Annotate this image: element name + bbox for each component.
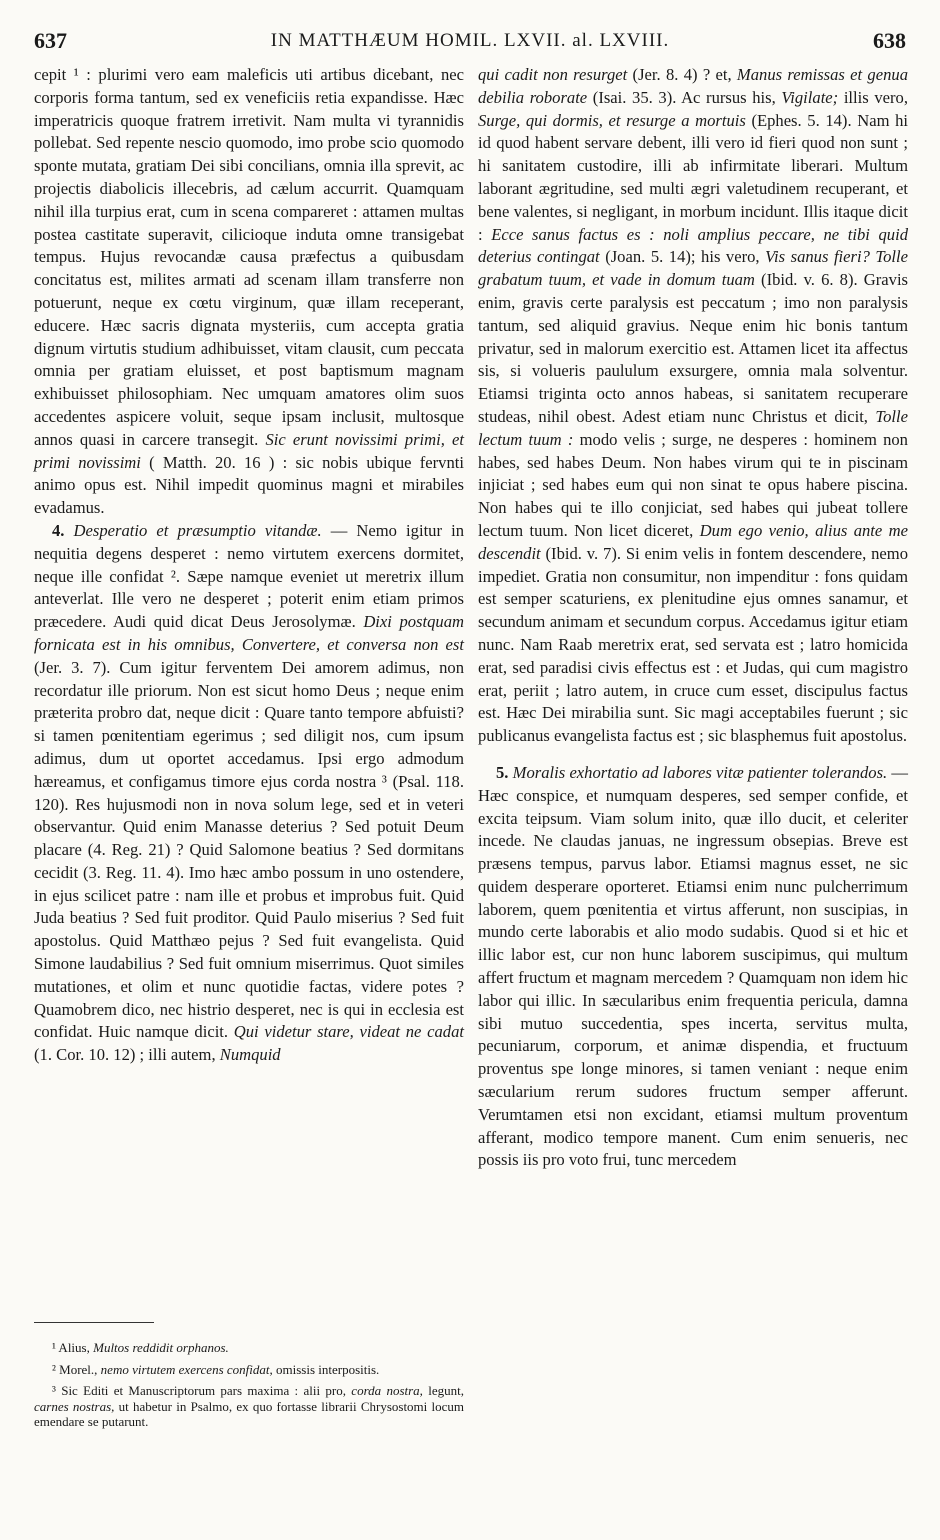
footnote-divider (34, 1322, 154, 1323)
section-4: 4. Desperatio et præsumptio vitandæ. — Nemo igitur in nequitia degens desperet : nemo virtutem exercens dormitet, neque ille confidat ². Sæpe namque eveniet ut meretrix illum anteverlat. Ille vero ne desperet ; poterit enim etiam primos præcedere. Audi quid dicat Deus Jerosolymæ. Dixi postquam fornicata est in his omnibus, Convertere, et conversa non est (Jer. 3. 7). Cum igitur ferventem Dei amorem adimus, non recordatur ille priorum. Non est sicut homo Deus ; neque enim præterita probro dat, neque dicit : Quare tanto tempore abfuisti? si tamen pœnitentiam egerimus ; sed diligit nos, cum ipsum adimus, dum ut oportet accedamus. Ipsi ergo admodum hæreamus, et configamus timore ejus corda nostra ³ (Psal. 118. 120). Res hujusmodi non in nova solum lege, sed et in veteri observantur. Quid enim Manasse deterius ? Sed potuit Deum placare (4. Reg. 21) ? Quid Salomone beatius ? Sed dormitans cecidit (3. Reg. 11. 4). Imo hæc ambo possum in uno ostendere, in ejus scilicet patre : nam ille et probus et improbus fuit. Quid Juda beatius ? Sed fuit proditor. Quid Paulo miserius ? Sed fuit apostolus. Quid Matthæo pejus ? Sed fuit evangelista. Quid Simone laudabilius ? Sed fuit omnium miserrimus. Quot similes mutationes, et olim et nunc quotidie factas, videre potes ? Quamobrem dico, nec histrio desperet, nec is qui in ecclesia est confidat. Huic namque dicit. Qui videtur stare, videat ne cadat (1. Cor. 10. 12) ; illi autem, Numquid (34, 520, 465, 1065)
left-column (34, 64, 464, 1067)
running-header (34, 28, 906, 58)
running-title: IN MATTHÆUM HOMIL. LXVII. al. LXVIII. (270, 30, 670, 51)
section-5: 5. Moralis exhortatio ad labores vitæ patienter tolerandos. — Hæc conspice, et numquam desperes, sed semper confide, et excita teipsum. Viam solum inito, quæ illo ducit, et celeriter incede. Ne claudas januas, ne ingressum obsepias. Breve est præsens tempus, parvus labor. Etiamsi magnus esset, ne sic quidem desperare oporteret. Etiamsi enim nunc pulcherrimum laborem, quem pœnitentia et virtus afferunt, non suscipias, in mundo certe laborabis et alio modo sudabis. Quod si et hic et illic labor est, cur non hunc laborem suscipimus, qui multum affert fructum et magnam mercedem ? Quamquam non idem hic labor qui illic. In sæcularibus enim frequentia pericula, damna sibi mutuo succedentia, spes incerta, servitus multa, pecuniarum, corporum, et animæ dispendia, et fructuum proventus spe longe minores, si tamen veniant : neque enim sæcularium rerum sudores fructum semper afferunt. Verumtamen etsi non excidant, etiamsi multum proventum afferant, modico tempore manent. Cum enim senueris, nec possis iis pro voto frui, tunc mercedem (478, 762, 908, 1170)
footnote: ¹ Alius, Multos reddidit orphanos. (52, 1340, 229, 1355)
footnote: ³ Sic Editi et Manuscriptorum pars maxima : alii pro, corda nostra, legunt, carnes nostras, ut habetur in Psalmo, ex quo fortasse librarii Chrysostomi locum emendare se putarunt. (34, 1383, 464, 1429)
footnote: ² Morel., nemo virtutem exercens confidat, omissis interpositis. (52, 1361, 380, 1377)
paragraph: cepit ¹ : plurimi vero eam maleficis uti artibus dicebant, nec corporis forma tantum, sed ex veneficiis retia expandisse. Hæc imperatricis quoque fratrem irretivit. Nam multa vi tyrannidis pollebat. Sed repente nescio quomodo, imo probe scio quomodo sponte mutata, gratiam Dei sibi concilians, omnia illa sprevit, ac projectis diabolicis illecebris, ad cælum accurrit. Quamquam nihil illa turpius erat, cum in scena compareret : attamen multas postea castitate superavit, cilicioque induta omne transigebat tempus. Hujus revocandæ causa præfectus a quibusdam concitatus est, milites armati ad scenam illam transferre non potuerunt, neque ex cœtu virginum, quæ illam receperant, educere. Hæc sacris dignata mysteriis, cum accepta gratia dignum virtutis studium adhibuisset, vitam clausit, cum peccata omnia per gratiam eluisset, et post baptismum magnam exhibuisset philosophiam. Nec umquam amatores olim suos accedentes aspicere voluit, seque ipsam inclusit, multosque annos quasi in carcere transegit. Sic erunt novissimi primi, et primi novissimi ( Matth. 20. 16 ) : sic nobis ubique fervnti animo opus est. Nihil impedit quominus magni et mirabiles evadamus. (34, 65, 464, 518)
right-column (478, 64, 908, 1172)
page-number-right: 638 (873, 28, 906, 53)
page-number-left: 637 (34, 28, 67, 53)
section-number: 5. (496, 762, 513, 782)
footnotes (34, 1340, 464, 1436)
paragraph: qui cadit non resurget (Jer. 8. 4) ? et, Manus remissas et genua debilia roborate (Isai. 35. 3). Ac rursus his, Vigilate; illis vero, Surge, qui dormis, et resurge a mortuis (Ephes. 5. 14). Nam hi id quod habent servare debent, illi vero id fieri quod non sunt ; hi sanitatem custodire, illi ab infirmitate liberari. Multum laborant ægritudine, sed multi ægri valetudinem recuperant, et bene valentes, si negligant, in morbum incidunt. Illis itaque dicit : Ecce sanus factus es : noli amplius peccare, ne tibi quid deterius contingat (Joan. 5. 14); his vero, Vis sanus fieri? Tolle grabatum tuum, et vade in domum tuam (Ibid. v. 6. 8). Gravis enim, gravis certe paralysis est peccatum ; imo non paralysis tantum, sed aliquid gravius. Neque enim hic bonis tantum privatur, sed in malorum exercitio est. Attamen licet ita affectus sis, si volueris paululum exsurgere, omnia mala solventur. Etiamsi triginta octo annos habeas, si sanitatem recuperare studeas, nihil obest. Adest etiam nunc Christus et dicit, Tolle lectum tuum : modo velis ; surge, ne desperes : hominem non habes, sed habes Deum. Non habes virum qui te in piscinam injiciat ; sed habes eum qui non sinat te opus habere piscina. Non habes qui te illo conjiciat, sed habes qui jubeat tollere lectum tuum. Non licet diceret, Dum ego venio, alius ante me descendit (Ibid. v. 7). Si enim velis in fontem descendere, nemo impediet. Gratia non consumitur, non impenditur : fons quidam est semper scaturiens, ex plenitudine ejus omnes sanamur, et secundum animam et secundum corpus. Accedamus igitur etiam nunc. Nam Raab meretrix erat, sed servata est ; latro homicida erat, sed paradisi civis effectus est : et Judas, qui cum magistro erat, periit ; latro autem, in cruce cum esset, discipulus factus est. Hæc Dei mirabilia sunt. Sic magi acceptabiles fuerunt ; sic publicanus evangelista factus est ; sic blasphemus fuit apostolus. (478, 65, 909, 746)
section-number: 4. (52, 520, 74, 540)
section-title: Moralis exhortatio ad labores vitæ patienter tolerandos. (512, 762, 888, 782)
section-title: Desperatio et præsumptio vitandæ. (73, 520, 322, 540)
